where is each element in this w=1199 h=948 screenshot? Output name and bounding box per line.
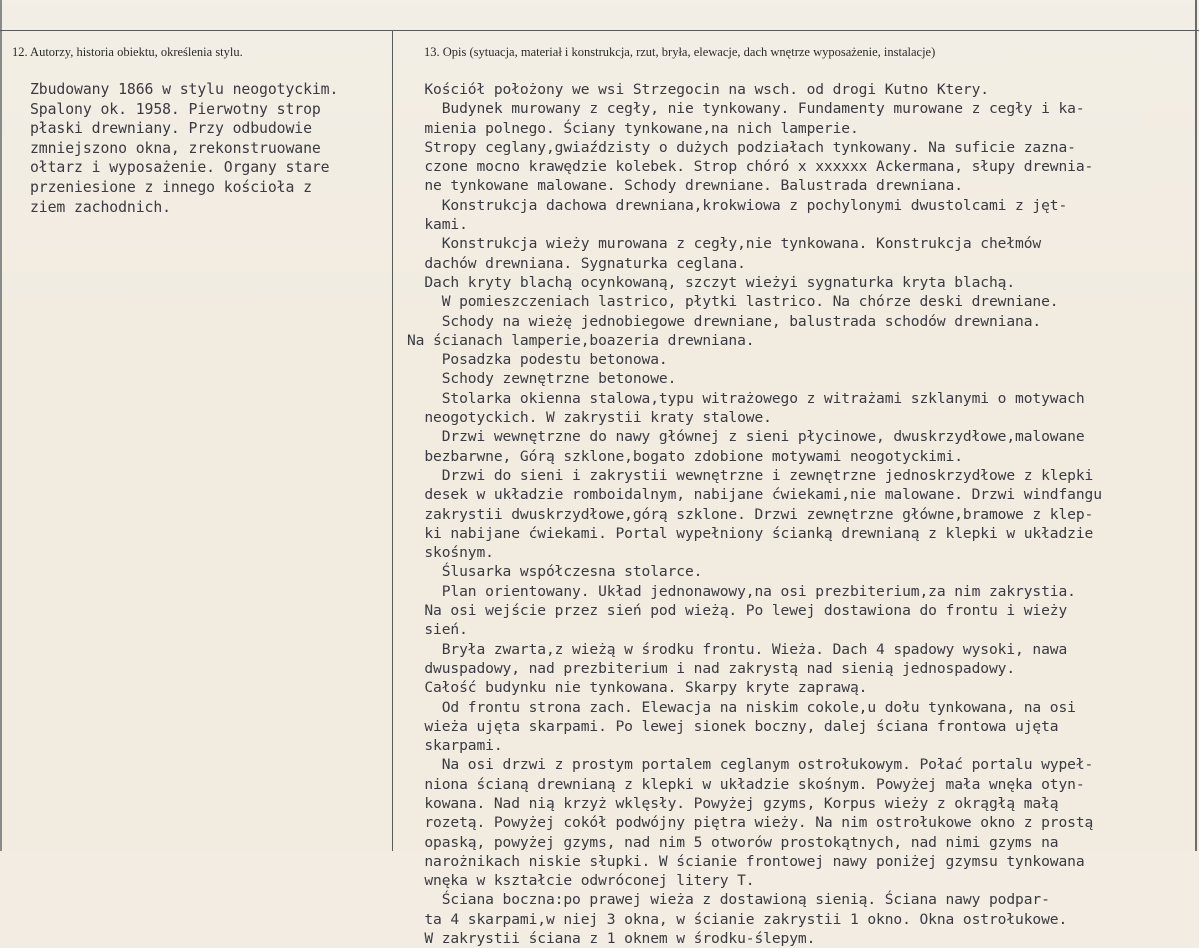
text-line: desek w układzie romboidalnym, nabijane ćwiekami,nie malowane. Drzwi windfangu: [407, 486, 1102, 504]
text-line: wieża ujęta skarpami. Po lewej sionek boczny, dalej ściana frontowa ujęta: [407, 717, 1059, 735]
text-line: Drzwi wewnętrzne do nawy głównej z sieni płycinowe, dwuskrzydłowe,malowane: [407, 428, 1085, 446]
text-line: Dach kryty blachą ocynkowaną, szczyt wieżyi sygnaturka kryta blachą.: [407, 273, 1016, 291]
column-divider: [392, 31, 393, 851]
text-line: wnęka w kształcie odwróconej litery T.: [407, 872, 755, 890]
text-line: Kościół położony we wsi Strzegocin na wsch. od drogi Kutno Ktery.: [407, 81, 989, 98]
text-line: zakrystii dwuskrzydłowe,górą szklone. Drzwi zewnętrzne główne,bramowe z klep-: [407, 505, 1094, 523]
text-line: bezbarwne, Górą szklone,bogato zdobione motywami neogotyckimi.: [407, 447, 963, 465]
text-line: dachów drewniana. Sygnaturka ceglana.: [407, 254, 746, 272]
text-line: Plan orientowany. Układ jednonawowy,na osi prezbiterium,za nim zakrystia.: [407, 582, 1076, 600]
text-line: ołtarz i wyposażenie. Organy stare: [30, 159, 330, 177]
text-line: Budynek murowany z cegły, nie tynkowany. Fundamenty murowane z cegły i ka-: [407, 100, 1085, 118]
page-left-edge: [0, 0, 2, 851]
text-line: rozetą. Powyżej cokół podwójny piętra wieży. Na nim ostrołukowe okno z prostą: [407, 814, 1094, 832]
text-line: ki nabijane ćwiekami. Portal wypełniony ścianką drewnianą z klepki w układzie: [407, 524, 1094, 542]
text-line: Spalony ok. 1958. Pierwotny strop: [30, 100, 321, 118]
text-line: opaską, powyżej gzyms, nad nim 5 otworów prostokątnych, nad nimi gzyms na: [407, 833, 1059, 851]
text-line: kami.: [407, 216, 468, 234]
header-rule: [0, 30, 1199, 31]
text-line: przeniesione z innego kościoła z: [30, 178, 312, 196]
section-13-header: 13. Opis (sytuacja, materiał i konstrukcja, rzut, bryła, elewacje, dach wnętrze wyposażenie, instalacje): [424, 45, 936, 59]
text-line: mienia polnego. Ściany tynkowane,na nich lamperie.: [407, 119, 859, 137]
text-line: płaski drewniany. Przy odbudowie: [30, 120, 312, 138]
text-line: Stropy ceglany,gwiaździsty o dużych podziałach tynkowany. Na suficie zaznа-: [407, 138, 1076, 156]
text-line: dwuspadowy, nad prezbiterium i nad zakrystą nad sienią jednospadowy.: [407, 659, 1016, 677]
text-line: Drzwi do sieni i zakrystii wewnętrzne i zewnętrzne jednoskrzydłowe z klepki: [407, 466, 1094, 484]
text-line: Całość budynku nie tynkowana. Skarpy kryte zaprawą.: [407, 679, 868, 697]
text-line: Ślusarka współczesna stolarce.: [407, 563, 703, 581]
description-text-column: [407, 80, 1197, 948]
text-line: Zbudowany 1866 w stylu neogotyckim.: [30, 81, 339, 98]
text-line: Od frontu strona zach. Elewacja na niskim cokole,u dołu tynkowana, na osi: [407, 698, 1076, 716]
text-line: skarpami.: [407, 737, 503, 755]
text-line: ne tynkowane malowane. Schody drewniane. Balustrada drewniana.: [407, 177, 963, 195]
text-line: W pomieszczeniach lastrico, płytki lastrico. Na chórze deski drewniane.: [407, 293, 1059, 311]
text-line: Bryła zwarta,z wieżą w środku frontu. Wieża. Dach 4 spadowy wysoki, nawa: [407, 640, 1068, 658]
text-line: Stolarka okienna stalowa,typu witrażowego z witrażami szklanymi o motywach: [407, 389, 1085, 407]
text-line: Na osi drzwi z prostym portalem ceglanym ostrołukowym. Połać portalu wypeł-: [407, 756, 1094, 774]
text-line: czone mocno krawędzie kolebek. Strop chóró x xxxxxx Ackermana, słupy drewnia-: [407, 158, 1094, 176]
text-line: Na ścianach lamperie,boazeria drewniana.: [407, 331, 755, 349]
text-line: kowana. Nad nią krzyż wklęsły. Powyżej gzyms, Korpus wieży z okrągłą małą: [407, 794, 1059, 812]
text-line: W zakrystii ściana z 1 oknem w środku-ślepym.: [407, 930, 816, 948]
text-line: sień.: [407, 621, 468, 639]
text-line: ta 4 skarpami,w niej 3 okna, w ścianie zakrystii 1 okno. Okna ostrołukowe.: [407, 910, 1068, 928]
text-line: skośnym.: [407, 544, 494, 562]
text-line: Posadzka podestu betonowa.: [407, 351, 668, 369]
text-line: ziem zachodnich.: [30, 198, 171, 216]
text-line: Schody na wieżę jednobiegowe drewniane, balustrada schodów drewniana.: [407, 312, 1042, 330]
text-line: narożnikach niskie słupki. W ścianie frontowej nawy poniżej gzymsu tynkowana: [407, 852, 1085, 870]
section-12-header: 12. Autorzy, historia obiektu, określenia stylu.: [12, 45, 243, 59]
text-line: niona ścianą drewnianą z klepki w układzie skośnym. Powyżej mała wnęka otyn-: [407, 775, 1085, 793]
text-line: Konstrukcja dachowa drewniana,krokwiowa z pochylonymi dwustolcami z jęt-: [407, 196, 1068, 214]
text-line: Na osi wejście przez sień pod wieżą. Po lewej dostawiona do frontu i wieży: [407, 602, 1068, 620]
text-line: zmniejszono okna, zrekonstruowane: [30, 139, 321, 157]
text-line: Konstrukcja wieży murowana z cegły,nie tynkowana. Konstrukcja chełmów: [407, 235, 1042, 253]
text-line: Ściana boczna:po prawej wieża z dostawioną sienią. Ściana nawy podpar-: [407, 891, 1050, 909]
text-line: Schody zewnętrzne betonowe.: [407, 370, 677, 388]
text-line: neogotyckich. W zakrystii kraty stalowe.: [407, 409, 772, 427]
history-text-column: [30, 80, 385, 217]
